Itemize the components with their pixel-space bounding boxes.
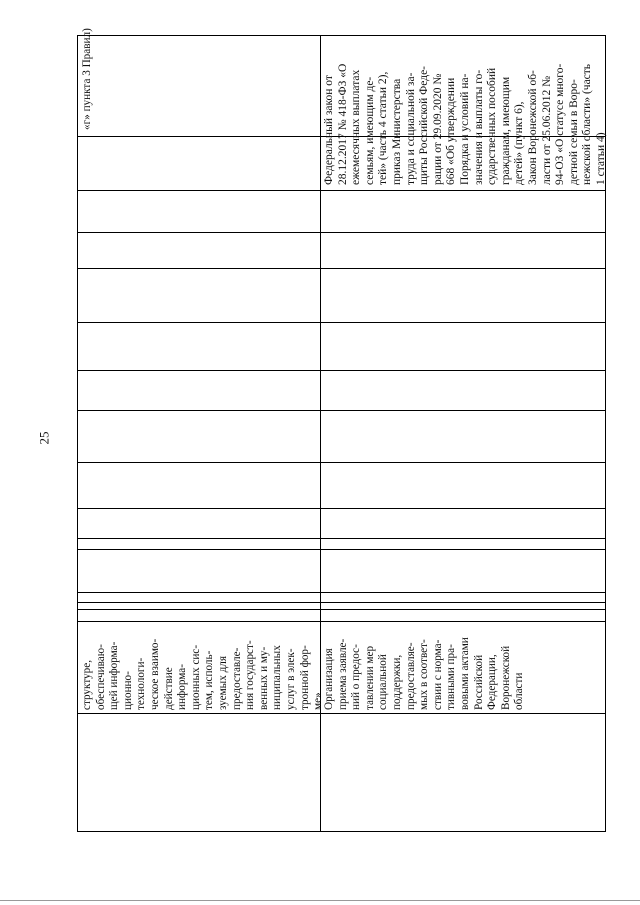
table-column-divider: [77, 462, 606, 463]
table-column-divider: [77, 538, 606, 539]
page-number: 25: [36, 431, 52, 445]
table-column-divider: [77, 410, 606, 411]
scan-edge-line: [0, 900, 640, 901]
table-column-divider: [77, 621, 606, 622]
table-column-divider: [77, 268, 606, 269]
cell-row2-last-col-text: Федеральный закон от 28.12.2017 № 418-ФЗ «О ежемесячных выплатах семьям, имеющим де- тей» (часть 4 статьи 2), приказ Министерства труда и социальной за- щиты Российской Феде- рации от 29.09.2020 № 668 «Об утверждении Порядка и условий на- значения и выплаты го- сударственных пособий гражданам, имеющим детей» (пункт 6), Закон Воронежской об- ласти от 25.06.2012 № 94-ОЗ «О статусе много- детной семьи в Воро- нежской области» (часть 1 статьи 4): [323, 63, 607, 185]
table-column-divider: [77, 322, 606, 323]
table-column-divider: [77, 549, 606, 550]
table-column-divider: [77, 602, 606, 603]
table-row-divider: [320, 35, 321, 832]
cell-row1-last-col-text: «г» пункта 3 Правил): [81, 28, 93, 130]
table-column-divider: [77, 609, 606, 610]
table-column-divider: [77, 713, 606, 714]
table-column-divider: [77, 370, 606, 371]
cell-row2-col2-text: Организация приема заявле- ний о предос- тавлении мер социальной поддержки, предоставляе- мых в соответ- ствии с норма- тивными пра- вовыми актами Российской Федерации, Воронежской области: [323, 637, 526, 710]
table-column-divider: [77, 190, 606, 191]
table-column-divider: [77, 508, 606, 509]
cell-row1-col2-text: структуре, обеспечиваю- щей информа- ционно- технологи- ческое взаимо- действие информа- ционных сис- тем, исполь- зуемых для предоставле- ния государст- венных и му- ниципальных услуг в элек- тронной фор- ме»: [81, 638, 325, 710]
table-column-divider: [77, 232, 606, 233]
table-column-divider: [77, 592, 606, 593]
